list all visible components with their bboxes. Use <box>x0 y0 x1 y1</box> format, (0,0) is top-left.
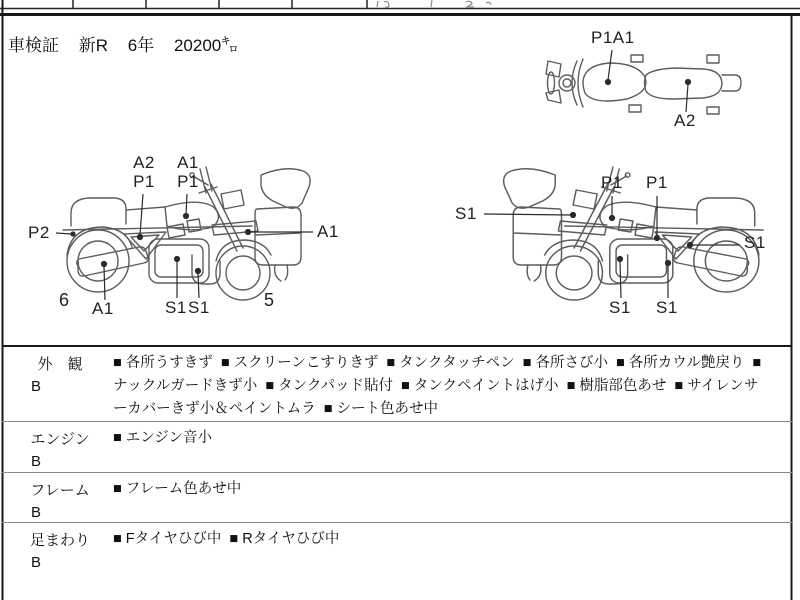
diagram-label-p1: P1 <box>133 172 155 191</box>
condition-grade: B <box>30 453 41 470</box>
diagram-label-p1-cover-r: P1 <box>646 173 668 192</box>
diagram-label-group-tank <box>175 154 201 192</box>
condition-row-frame <box>2 472 792 523</box>
mileage-value: 20200㌔ <box>173 36 239 55</box>
inspection-label: 車検証 <box>8 36 59 55</box>
condition-items: ■ Fタイヤひび中 ■ Rタイヤひび中 <box>113 531 340 547</box>
diagram-label-s1-pipe-r: S1 <box>656 298 678 317</box>
diagram-label-s1-engine: S1 <box>165 298 187 317</box>
condition-items: ■ 各所うすきず ■ スクリーンこすりきず ■ タンクタッチペン ■ 各所さび小 ■ 各所カウル艶戻り ■ ナックルガードきず小 ■ タンクパッド貼付 ■ タンクペイントはげ小 ■ 樹脂部色あせ ■ サイレンサーカバーきず小＆ペイントムラ ■ シート色あせ中 <box>113 355 766 417</box>
diagram-label-p1-tank-r: P1 <box>601 173 623 192</box>
vehicle-inspection-line <box>8 31 253 56</box>
motorcycle-top-view <box>546 55 741 114</box>
diagram-label-a1-cowl: A1 <box>317 222 339 241</box>
diagram-label-p1a1: P1A1 <box>591 28 635 47</box>
diagram-label-s1-front: S1 <box>455 204 477 223</box>
diagram-label-p2: P2 <box>28 223 50 242</box>
registration-value: 新R <box>78 36 109 55</box>
diagram-label-s1-engine-r: S1 <box>609 298 631 317</box>
condition-label: 外 観 <box>37 356 83 373</box>
condition-items: ■ エンジン音小 <box>113 430 213 446</box>
diagram-label-a2: A2 <box>133 153 155 172</box>
diagram-label-a2-top: A2 <box>674 111 696 130</box>
top-table-strip <box>0 0 800 9</box>
condition-grade: B <box>30 554 41 571</box>
diagram-label-a1: A1 <box>177 153 199 172</box>
condition-row-exterior <box>2 345 792 423</box>
handwriting-marks <box>377 0 491 7</box>
condition-items: ■ フレーム色あせ中 <box>113 481 242 497</box>
year-value: 6年 <box>127 36 155 55</box>
condition-row-undercarriage <box>2 522 792 600</box>
condition-label: 足まわり <box>29 532 90 549</box>
condition-label: フレーム <box>30 482 90 499</box>
diagram-label-s1-shock: S1 <box>744 233 766 252</box>
condition-grade: B <box>30 378 41 395</box>
diagram-number-rear: 6 <box>59 290 70 310</box>
diagram-label-s1-pipe: S1 <box>188 298 210 317</box>
motorcycle-right-view <box>504 167 763 300</box>
condition-label: エンジン <box>30 431 90 448</box>
diagram-number-front: 5 <box>264 290 275 310</box>
condition-row-engine <box>2 421 792 473</box>
condition-grade: B <box>30 504 41 521</box>
leader-lines <box>56 50 740 300</box>
diagram-label-group-cover <box>131 154 157 192</box>
diagram-label-p1: P1 <box>177 172 199 191</box>
diagram-label-a1-muffler: A1 <box>92 299 114 318</box>
